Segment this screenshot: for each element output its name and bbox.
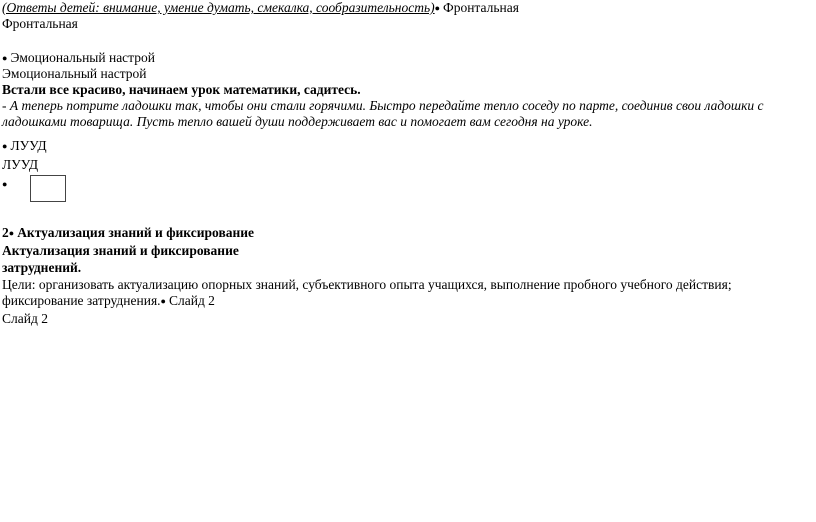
goals-text: Цели: организовать актуализацию опорных знаний, субъективного опыта учащихся, выполнение пробного учебного действия; фиксирование затруднения.: [2, 277, 732, 308]
teacher-instruction-paragraph: - А теперь потрите ладошки так, чтобы они стали горячими. Быстро передайте тепло соседу по парте, соединив свои ладошки с ладошками товарища. Пусть тепло вашей души поддерживает вас и помогает вам сегодня на уроке.: [2, 98, 764, 129]
luud-bulleted-line: [2, 138, 802, 154]
teacher-greeting: Встали все красиво, начинаем урок математики, садитесь.: [2, 82, 361, 97]
luud-label-bulleted: ЛУУД: [10, 138, 47, 153]
slide-label-bulleted: Слайд 2: [168, 293, 215, 308]
frontal-label-bulleted: Фронтальная: [443, 0, 519, 15]
answers-line: [2, 0, 802, 16]
bullet-slide: [161, 293, 169, 308]
spacer: [2, 32, 802, 50]
section2-title: Актуализация знаний и фиксирование: [2, 243, 239, 258]
bullet-section2: [9, 225, 17, 240]
spacer-box: [2, 192, 802, 225]
section2-title-bulleted: Актуализация знаний и фиксирование: [17, 225, 255, 240]
emotional-bulleted-line: [2, 50, 802, 66]
luud-label: ЛУУД: [2, 157, 39, 172]
empty-bullet-line: [2, 176, 802, 192]
goals-paragraph: [2, 277, 802, 310]
section2-title-cont: затруднений.: [2, 260, 82, 275]
emotional-label-bulleted: Эмоциональный настрой: [10, 50, 155, 65]
frontal-label: Фронтальная: [2, 16, 78, 31]
section2-number: 2: [2, 225, 9, 240]
bullet-empty: [2, 176, 10, 191]
emotional-label: Эмоциональный настрой: [2, 66, 147, 81]
children-answers: (Ответы детей: внимание, умение думать, смекалка, сообразительность): [2, 0, 435, 15]
slide-label: Слайд 2: [2, 311, 48, 326]
empty-frame-box: [30, 175, 66, 202]
bullet-frontal: [435, 0, 443, 15]
document-body: [2, 0, 802, 327]
section2-heading-line: [2, 225, 802, 241]
